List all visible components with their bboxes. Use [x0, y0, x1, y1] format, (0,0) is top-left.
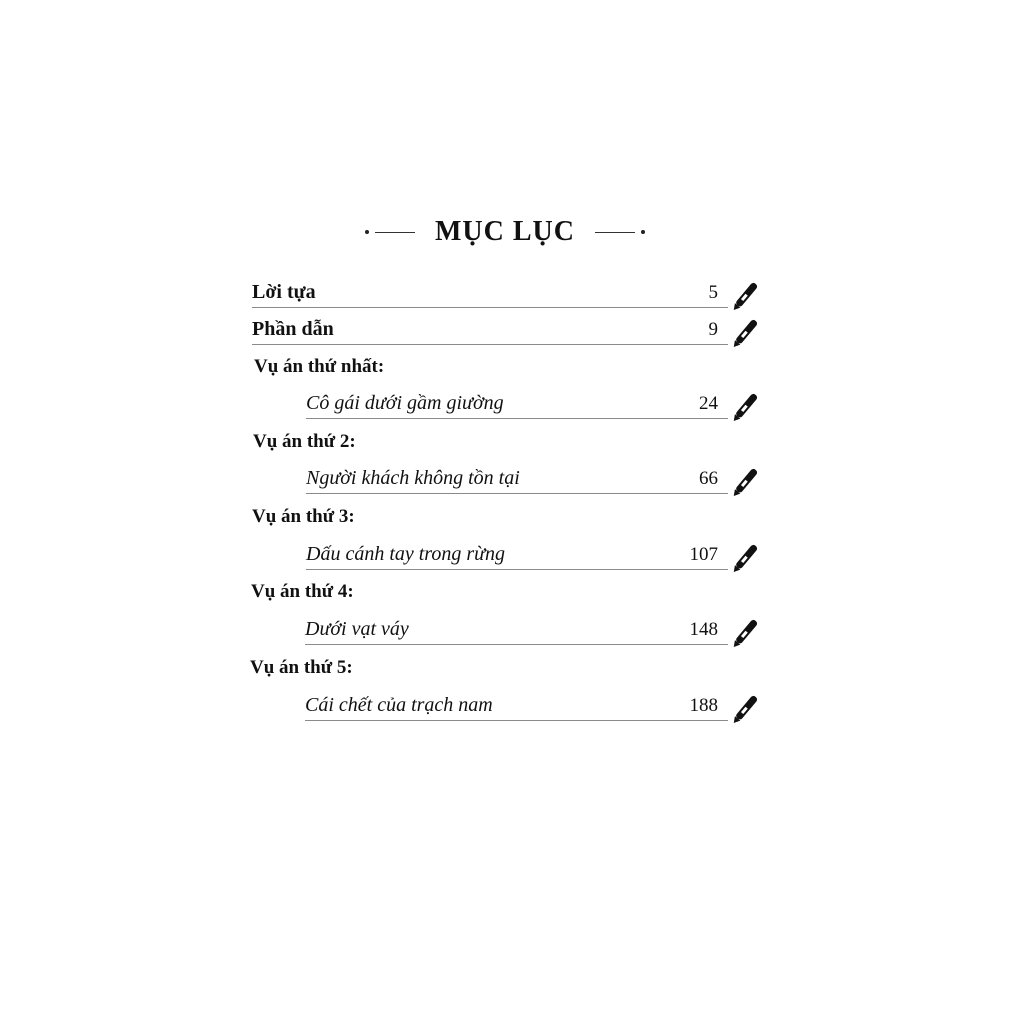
toc-entry-case-3[interactable] — [306, 530, 728, 570]
entry-underline — [305, 720, 728, 721]
page-number: 24 — [699, 393, 718, 414]
page-number: 107 — [689, 544, 718, 565]
toc-entry-case-2[interactable] — [306, 454, 728, 494]
pen-icon — [730, 313, 764, 351]
section-heading-case-1: Vụ án thứ nhất: — [254, 356, 385, 377]
page-number: 188 — [689, 695, 718, 716]
entry-label: Cô gái dưới gầm giường — [306, 392, 504, 414]
toc-entry-case-5[interactable] — [305, 681, 728, 721]
entry-label: Lời tựa — [252, 281, 316, 303]
entry-label: Cái chết của trạch nam — [305, 694, 493, 716]
toc-entry-case-4[interactable] — [305, 605, 728, 645]
right-ornament — [589, 230, 645, 234]
left-ornament — [365, 230, 421, 234]
section-heading-case-4: Vụ án thứ 4: — [251, 581, 354, 602]
entry-label: Dấu cánh tay trong rừng — [306, 543, 506, 565]
pen-icon — [730, 613, 764, 651]
section-heading-case-5: Vụ án thứ 5: — [250, 657, 353, 678]
entry-underline — [306, 493, 728, 494]
entry-label: Người khách không tồn tại — [306, 467, 520, 489]
entry-label: Dưới vạt váy — [305, 618, 409, 640]
pen-icon — [730, 689, 764, 727]
pen-icon — [730, 276, 764, 314]
pen-icon — [730, 538, 764, 576]
entry-underline — [305, 644, 728, 645]
toc-heading — [360, 212, 650, 252]
entry-label: Phần dẫn — [252, 318, 334, 340]
page-number: 9 — [708, 319, 718, 340]
entry-underline — [252, 344, 728, 345]
pen-icon — [730, 387, 764, 425]
toc-entry-phan-dan[interactable] — [252, 305, 728, 345]
page-number: 66 — [699, 468, 718, 489]
toc-entry-loi-tua[interactable] — [252, 268, 728, 308]
pen-icon — [730, 462, 764, 500]
entry-underline — [306, 569, 728, 570]
toc-entry-case-1[interactable] — [306, 379, 728, 419]
page-number: 148 — [689, 619, 718, 640]
page-number: 5 — [708, 282, 718, 303]
section-heading-case-3: Vụ án thứ 3: — [252, 506, 355, 527]
page-title: MỤC LỤC — [435, 216, 575, 247]
section-heading-case-2: Vụ án thứ 2: — [253, 431, 356, 452]
entry-underline — [306, 418, 728, 419]
